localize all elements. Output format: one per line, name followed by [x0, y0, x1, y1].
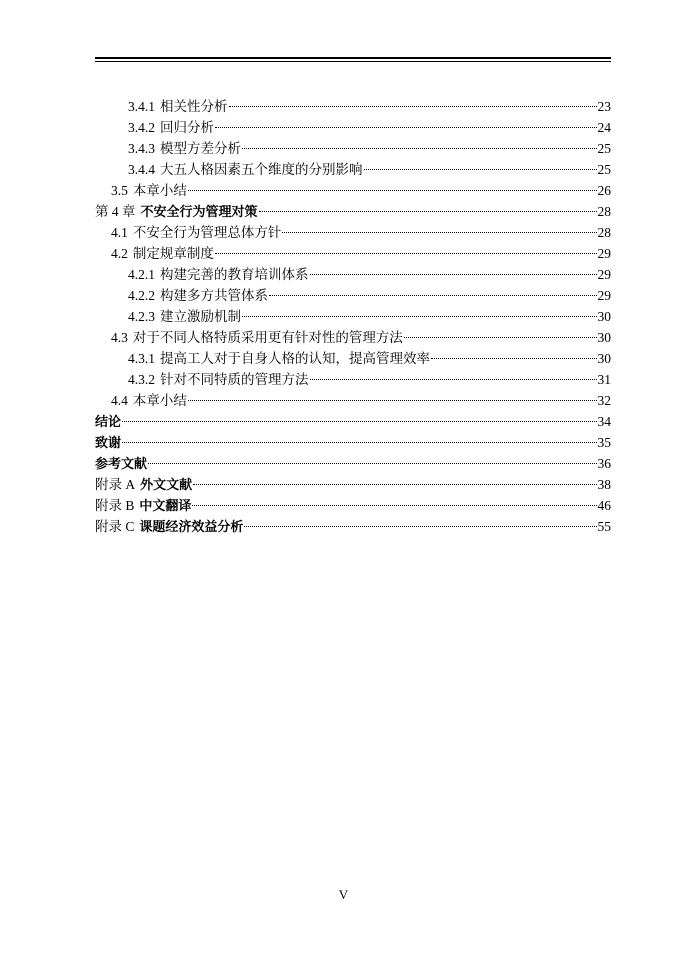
toc-entry-title: 建立激励机制 — [160, 309, 241, 324]
toc-entry-page: 31 — [597, 372, 611, 387]
toc-dot-leader — [229, 106, 597, 107]
toc-entry-title: 构建完善的教育培训体系 — [160, 267, 309, 282]
toc-entry-number: 3.5 — [111, 183, 128, 198]
toc-entry-number: 4.2 — [111, 246, 128, 261]
toc-entry-page: 26 — [597, 183, 611, 198]
toc-dot-leader — [193, 484, 596, 485]
toc-entry-title: 制定规章制度 — [132, 246, 214, 261]
table-of-contents — [95, 96, 611, 537]
toc-entry-title: 结论 — [95, 415, 122, 430]
toc-entry-references[interactable] — [95, 453, 611, 474]
toc-dot-leader — [188, 400, 597, 401]
toc-entry-number: 4.4 — [111, 393, 128, 408]
toc-dot-leader — [215, 127, 597, 128]
toc-entry-page: 30 — [597, 351, 611, 366]
toc-entry-title: 针对不同特质的管理方法 — [160, 372, 309, 387]
toc-entry-acknowledgements[interactable] — [95, 432, 611, 453]
toc-entry-number: 3.4.3 — [128, 141, 155, 156]
toc-entry-title: 中文翻译 — [139, 499, 192, 514]
toc-entry-page: 23 — [597, 99, 611, 114]
toc-entry-number: 4.2.3 — [128, 309, 155, 324]
toc-dot-leader — [364, 169, 597, 170]
toc-entry-page: 34 — [597, 414, 611, 429]
toc-entry-title: 本章小结 — [132, 393, 187, 408]
toc-entry-title: 对于不同人格特质采用更有针对性的管理方法 — [132, 330, 403, 345]
toc-entry-number: 附录 C — [95, 519, 135, 534]
toc-entry-number: 附录 B — [95, 498, 135, 513]
toc-dot-leader — [310, 379, 597, 380]
toc-entry-page: 29 — [597, 288, 611, 303]
toc-entry-page: 28 — [597, 204, 611, 219]
toc-entry-page: 29 — [597, 246, 611, 261]
toc-entry-4-4[interactable] — [95, 390, 611, 411]
toc-entry-appendix-c[interactable] — [95, 516, 611, 537]
toc-entry-number: 4.1 — [111, 225, 128, 240]
toc-entry-3-4-3[interactable] — [95, 138, 611, 159]
toc-dot-leader — [259, 211, 597, 212]
toc-entry-appendix-b[interactable] — [95, 495, 611, 516]
toc-entry-page: 55 — [597, 519, 611, 534]
toc-dot-leader — [122, 442, 596, 443]
toc-entry-page: 24 — [597, 120, 611, 135]
toc-dot-leader — [282, 232, 596, 233]
toc-entry-title: 不安全行为管理对策 — [140, 205, 258, 220]
toc-entry-page: 25 — [597, 162, 611, 177]
toc-entry-number: 4.3.1 — [128, 351, 155, 366]
toc-entry-3-5[interactable] — [95, 180, 611, 201]
toc-dot-leader — [148, 463, 596, 464]
toc-entry-conclusion[interactable] — [95, 411, 611, 432]
toc-dot-leader — [188, 190, 597, 191]
toc-entry-page: 46 — [597, 498, 611, 513]
toc-dot-leader — [192, 505, 596, 506]
toc-entry-title: 不安全行为管理总体方针 — [132, 225, 282, 240]
toc-entry-page: 29 — [597, 267, 611, 282]
toc-entry-page: 35 — [597, 435, 611, 450]
toc-entry-3-4-2[interactable] — [95, 117, 611, 138]
toc-dot-leader — [404, 337, 597, 338]
toc-entry-number: 附录 A — [95, 477, 136, 492]
toc-entry-4-1[interactable] — [95, 222, 611, 243]
toc-entry-page: 30 — [597, 330, 611, 345]
toc-entry-page: 25 — [597, 141, 611, 156]
toc-dot-leader — [215, 253, 597, 254]
toc-dot-leader — [431, 358, 597, 359]
toc-dot-leader — [244, 526, 596, 527]
toc-entry-number: 4.2.1 — [128, 267, 155, 282]
toc-entry-page: 36 — [597, 456, 611, 471]
toc-entry-title: 提高工人对于自身人格的认知，提高管理效率 — [160, 351, 430, 366]
toc-entry-number: 第 4 章 — [95, 204, 136, 219]
toc-entry-number: 4.3.2 — [128, 372, 155, 387]
toc-entry-4-2-3[interactable] — [95, 306, 611, 327]
toc-dot-leader — [269, 295, 597, 296]
toc-entry-4-3-1[interactable] — [95, 348, 611, 369]
toc-dot-leader — [242, 148, 597, 149]
toc-entry-chapter-4[interactable] — [95, 201, 611, 222]
toc-entry-title: 模型方差分析 — [160, 141, 241, 156]
toc-entry-3-4-4[interactable] — [95, 159, 611, 180]
toc-dot-leader — [122, 421, 596, 422]
toc-entry-page: 38 — [597, 477, 611, 492]
toc-entry-title: 构建多方共管体系 — [160, 288, 268, 303]
toc-dot-leader — [310, 274, 597, 275]
header-rule-thin — [95, 61, 611, 62]
toc-entry-4-2-2[interactable] — [95, 285, 611, 306]
toc-entry-3-4-1[interactable] — [95, 96, 611, 117]
toc-entry-title: 致谢 — [95, 436, 122, 451]
toc-entry-title: 相关性分析 — [160, 99, 228, 114]
toc-entry-4-3[interactable] — [95, 327, 611, 348]
toc-entry-page: 30 — [597, 309, 611, 324]
toc-entry-4-3-2[interactable] — [95, 369, 611, 390]
toc-entry-4-2[interactable] — [95, 243, 611, 264]
toc-entry-number: 3.4.4 — [128, 162, 155, 177]
toc-entry-title: 外文文献 — [140, 478, 193, 493]
toc-dot-leader — [242, 316, 597, 317]
toc-entry-title: 本章小结 — [132, 183, 187, 198]
toc-entry-title: 课题经济效益分析 — [139, 520, 244, 535]
toc-entry-title: 大五人格因素五个维度的分别影响 — [160, 162, 363, 177]
toc-entry-title: 回归分析 — [160, 120, 214, 135]
toc-entry-page: 28 — [597, 225, 611, 240]
toc-entry-appendix-a[interactable] — [95, 474, 611, 495]
toc-entry-number: 3.4.1 — [128, 99, 155, 114]
header-rule-thick — [95, 57, 611, 59]
toc-entry-number: 4.2.2 — [128, 288, 155, 303]
page-number: V — [338, 887, 349, 902]
toc-entry-number: 3.4.2 — [128, 120, 155, 135]
toc-entry-page: 32 — [597, 393, 611, 408]
toc-entry-title: 参考文献 — [95, 457, 148, 472]
toc-entry-number: 4.3 — [111, 330, 128, 345]
toc-entry-4-2-1[interactable] — [95, 264, 611, 285]
